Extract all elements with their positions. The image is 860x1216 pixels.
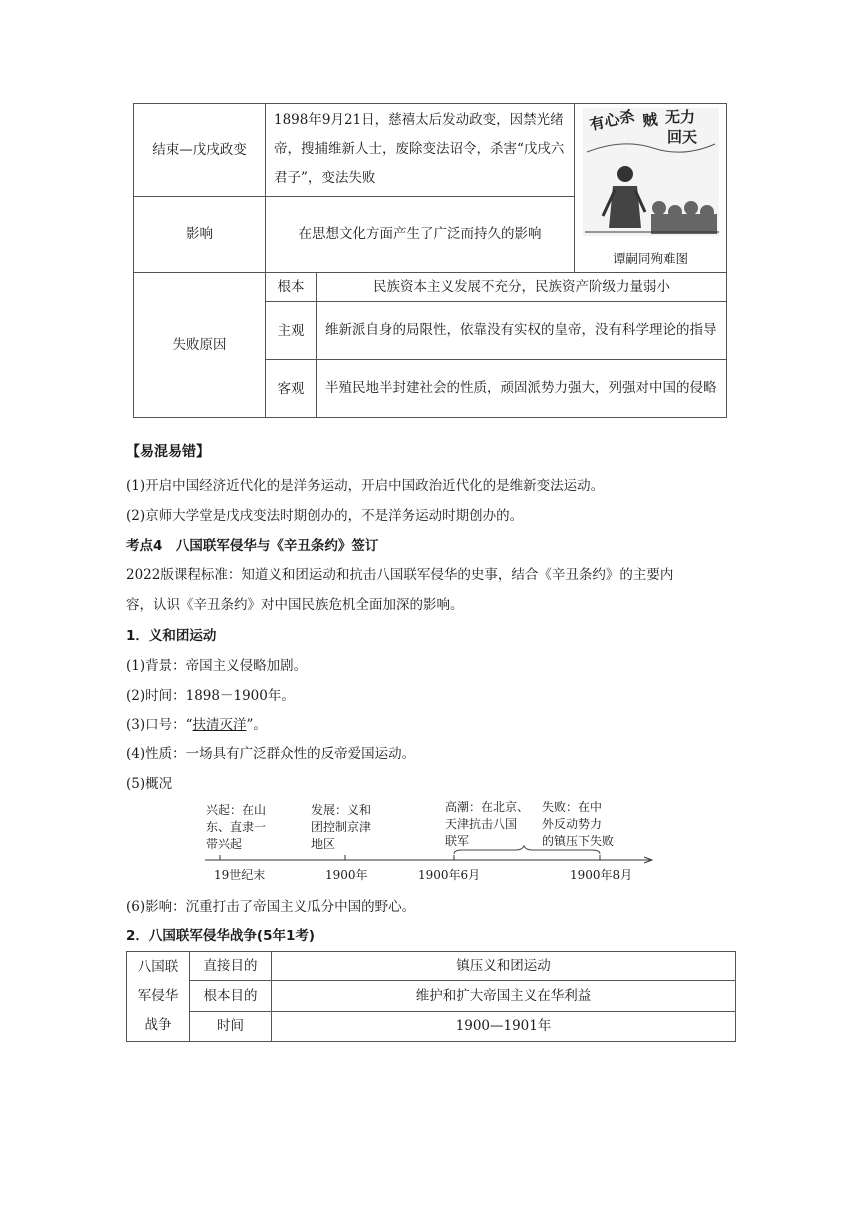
- boxer-nature: (4)性质：一场具有广泛群众性的反帝爱国运动。: [126, 746, 416, 762]
- timeline-tick-1900: 1900年: [325, 868, 368, 882]
- boxer-influence: (6)影响：沉重打击了帝国主义瓜分中国的野心。: [126, 899, 416, 915]
- war-value-direct: 镇压义和团运动: [272, 952, 736, 981]
- boxer-time: (2)时间：1898－1900年。: [126, 688, 295, 704]
- failure-value-root: 民族资本主义发展不充分，民族资产阶级力量弱小: [317, 273, 727, 302]
- timeline-tick-19c: 19世纪末: [214, 868, 266, 882]
- war-key-fundamental: 根本目的: [190, 981, 272, 1011]
- slogan-text: 扶清灭洋: [192, 717, 247, 733]
- war-key-time: 时间: [190, 1011, 272, 1041]
- timeline-tick-1900-8: 1900年8月: [570, 868, 633, 882]
- svg-text:回天: 回天: [666, 128, 697, 146]
- timeline-stage-rise: 兴起：在山 东、直隶一 带兴起: [206, 803, 267, 851]
- war-key-direct: 直接目的: [190, 952, 272, 981]
- failure-value-objective: 半殖民地半封建社会的性质，顽固派势力强大，列强对中国的侵略: [317, 360, 727, 418]
- failure-value-subjective: 维新派自身的局限性，依靠没有实权的皇帝，没有科学理论的指导: [317, 302, 727, 360]
- confuse-title: 【易混易错】: [126, 444, 210, 460]
- confuse-item-1: (1)开启中国经济近代化的是洋务运动，开启中国政治近代化的是维新变法运动。: [126, 478, 605, 494]
- curriculum-standard-line2: 容，认识《辛丑条约》对中国民族危机全面加深的影响。: [126, 597, 464, 613]
- image-caption: 谭嗣同殉难图: [612, 251, 688, 266]
- slogan-prefix: (3)口号：“: [126, 717, 193, 733]
- war-row-header: [127, 952, 190, 1042]
- svg-text:贼: 贼: [641, 110, 658, 130]
- slogan-suffix: ”。: [246, 717, 267, 733]
- reform-summary-table: [133, 103, 727, 418]
- row-content-end: 1898年9月21日，慈禧太后发动政变，因禁光绪帝，搜捕维新人士，废除变法诏令，杀害“戊戌六君子”，变法失败: [266, 104, 575, 197]
- boxer-overview: (5)概况: [126, 776, 173, 792]
- row-content-influence: 在思想文化方面产生了广泛而持久的影响: [266, 196, 575, 272]
- failure-key-subjective: 主观: [266, 302, 317, 360]
- war-value-fundamental: 维护和扩大帝国主义在华利益: [272, 981, 736, 1011]
- failure-key-root: 根本: [266, 273, 317, 302]
- war-value-time: 1900—1901年: [272, 1011, 736, 1041]
- section2-title: 2．八国联军侵华战争(5年1考): [126, 928, 316, 944]
- eight-nation-war-table: [126, 951, 736, 1042]
- curriculum-standard-line1: 2022版课程标准：知道义和团运动和抗击八国联军侵华的史事，结合《辛丑条约》的主要内: [126, 567, 674, 583]
- timeline-stage-fail: 失败：在中 外反动势力 的镇压下失败: [542, 800, 615, 848]
- timeline-axis: [200, 838, 660, 868]
- timeline-stage-develop: 发展：义和 团控制京津 地区: [311, 803, 372, 851]
- boxer-background: (1)背景：帝国主义侵略加剧。: [126, 658, 308, 674]
- tan-sitong-martyrdom-image: [583, 108, 719, 236]
- kaodian-heading: 考点4 八国联军侵华与《辛丑条约》签订: [126, 538, 379, 554]
- war-row-header-line2: 军侵华: [137, 988, 179, 1004]
- svg-text:有心杀: 有心杀: [587, 108, 636, 134]
- failure-key-objective: 客观: [266, 360, 317, 418]
- row-label-influence: 影响: [134, 196, 266, 272]
- timeline-tick-1900-6: 1900年6月: [418, 868, 481, 882]
- row-label-end: 结束—戊戌政变: [134, 104, 266, 197]
- confuse-item-2: (2)京师大学堂是戊戌变法时期创办的，不是洋务运动时期创办的。: [126, 508, 524, 524]
- timeline-stage-peak: 高潮：在北京、 天津抗击八国 联军: [445, 800, 530, 848]
- section1-title: 1．义和团运动: [126, 628, 217, 644]
- illustration-cell: [575, 104, 727, 273]
- row-label-failure: 失败原因: [134, 273, 266, 418]
- war-row-header-line3: 战争: [144, 1017, 172, 1033]
- boxer-slogan: [126, 713, 267, 733]
- svg-text:无力: 无力: [664, 108, 695, 126]
- war-row-header-line1: 八国联: [137, 959, 179, 975]
